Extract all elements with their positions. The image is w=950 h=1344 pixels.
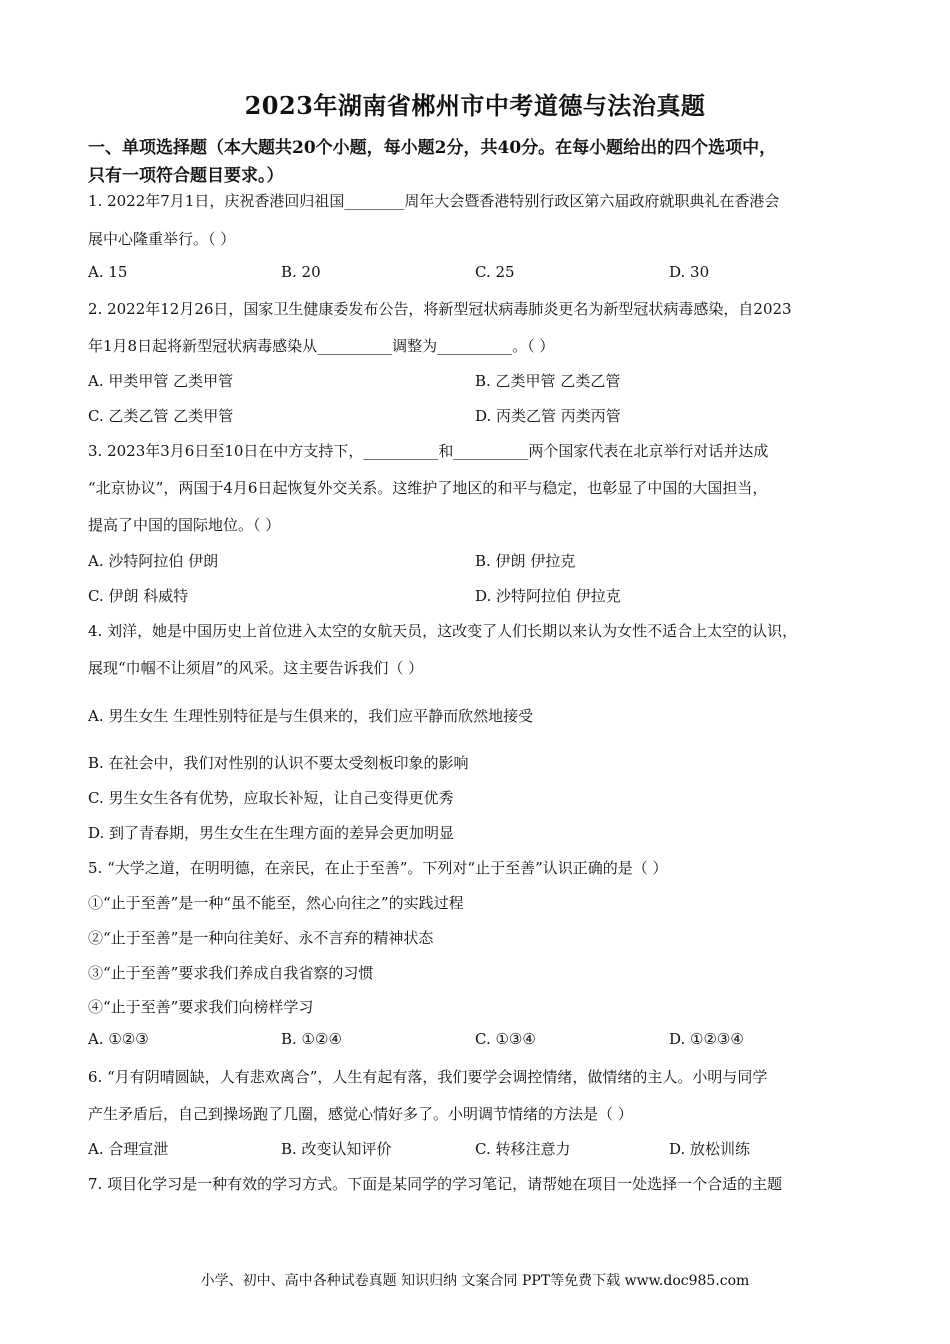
question-1-line1: 1. 2022年7月1日，庆祝香港回归祖国________周年大会暨香港特别行政区第六届政府就职典礼在香港会	[88, 192, 780, 210]
q5-item-2: ②“止于至善”是一种向往美好、永不言弃的精神状态	[88, 929, 434, 947]
q5-option-b: B. ①②④	[281, 1030, 342, 1048]
q3-option-b: B. 伊朗 伊拉克	[475, 552, 576, 570]
question-2-line1: 2. 2022年12月26日，国家卫生健康委发布公告，将新型冠状病毒肺炎更名为新型冠状病毒感染，自2023	[88, 300, 792, 318]
q5-item-1: ①“止于至善”是一种“虽不能至，然心向往之”的实践过程	[88, 894, 464, 912]
q6-option-a: A. 合理宣泄	[88, 1140, 169, 1158]
q3-option-d: D. 沙特阿拉伯 伊拉克	[475, 587, 621, 605]
question-4-line2: 展现“巾帼不让须眉”的风采。这主要告诉我们（ ）	[88, 659, 424, 677]
q4-option-d: D. 到了青春期，男生女生在生理方面的差异会更加明显	[88, 824, 455, 842]
section-heading-line2: 只有一项符合题目要求。）	[88, 166, 284, 186]
section-heading-line1: 一、单项选择题（本大题共20个小题，每小题2分，共40分。在每小题给出的四个选项中，	[88, 138, 777, 158]
q5-option-c: C. ①③④	[475, 1030, 536, 1048]
q6-option-b: B. 改变认知评价	[281, 1140, 392, 1158]
q2-option-c: C. 乙类乙管 乙类甲管	[88, 407, 234, 425]
q6-option-c: C. 转移注意力	[475, 1140, 571, 1158]
question-6-line2: 产生矛盾后，自己到操场跑了几圈，感觉心情好多了。小明调节情绪的方法是（ ）	[88, 1105, 633, 1123]
q5-option-d: D. ①②③④	[669, 1030, 744, 1048]
q5-item-3: ③“止于至善”要求我们养成自我省察的习惯	[88, 964, 374, 982]
question-2-line2: 年1月8日起将新型冠状病毒感染从__________调整为__________。（ ）	[88, 337, 555, 355]
q2-option-b: B. 乙类甲管 乙类乙管	[475, 372, 621, 390]
q1-option-b: B. 20	[281, 263, 321, 281]
q3-option-c: C. 伊朗 科威特	[88, 587, 189, 605]
page-footer: 小学、初中、高中各种试卷真题 知识归纳 文案合同 PPT等免费下载 www.doc985.com	[200, 1273, 750, 1289]
q5-item-4: ④“止于至善”要求我们向榜样学习	[88, 998, 314, 1016]
q6-option-d: D. 放松训练	[669, 1140, 751, 1158]
q1-option-c: C. 25	[475, 263, 515, 281]
question-3-line2: “北京协议”，两国于4月6日起恢复外交关系。这维护了地区的和平与稳定，也彰显了中国的大国担当，	[88, 479, 768, 497]
q1-option-d: D. 30	[669, 263, 710, 281]
q2-option-d: D. 丙类乙管 丙类丙管	[475, 407, 621, 425]
q1-option-a: A. 15	[88, 263, 128, 281]
question-3-line3: 提高了中国的国际地位。（ ）	[88, 516, 281, 534]
question-4-line1: 4. 刘洋，她是中国历史上首位进入太空的女航天员，这改变了人们长期以来认为女性不适合上太空的认识，	[88, 622, 798, 640]
question-3-line1: 3. 2023年3月6日至10日在中方支持下，__________和__________两个国家代表在北京举行对话并达成	[88, 442, 769, 460]
q3-option-a: A. 沙特阿拉伯 伊朗	[88, 552, 219, 570]
question-1-line2: 展中心隆重举行。（ ）	[88, 230, 236, 248]
q4-option-a: A. 男生女生 生理性别特征是与生俱来的，我们应平静而欣然地接受	[88, 707, 534, 725]
q5-option-a: A. ①②③	[88, 1030, 149, 1048]
question-6-line1: 6. “月有阴晴圆缺，人有悲欢离合”，人生有起有落，我们要学会调控情绪，做情绪的主人。小明与同学	[88, 1068, 768, 1086]
page-title: 2023年湖南省郴州市中考道德与法治真题	[244, 91, 706, 120]
q4-option-c: C. 男生女生各有优势，应取长补短，让自己变得更优秀	[88, 789, 454, 807]
q4-option-b: B. 在社会中，我们对性别的认识不要太受刻板印象的影响	[88, 754, 469, 772]
question-5-line1: 5. “大学之道，在明明德，在亲民，在止于至善”。下列对“止于至善”认识正确的是（ ）	[88, 859, 668, 877]
q2-option-a: A. 甲类甲管 乙类甲管	[88, 372, 234, 390]
question-7-line1: 7. 项目化学习是一种有效的学习方式。下面是某同学的学习笔记，请帮她在项目一处选择一个合适的主题	[88, 1175, 783, 1193]
